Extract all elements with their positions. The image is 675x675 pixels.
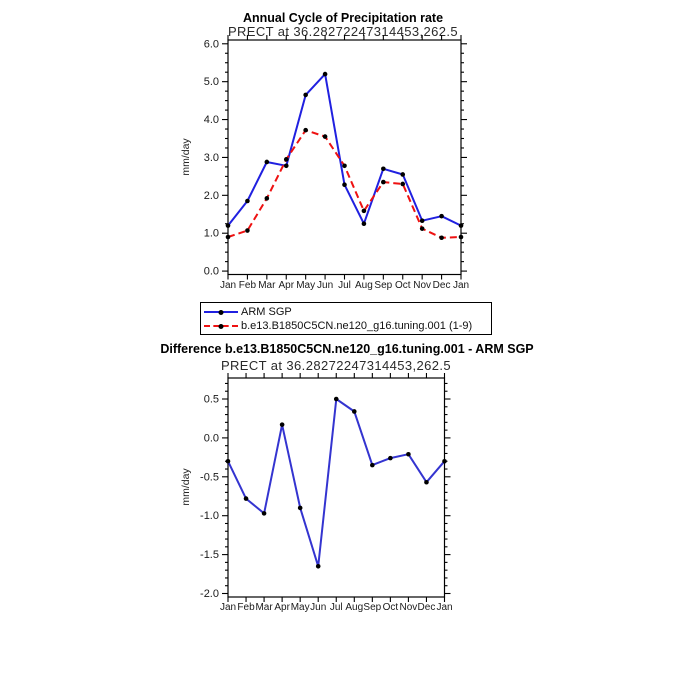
x-tick-label: Mar — [255, 602, 273, 613]
x-tick-label: Jul — [329, 602, 343, 613]
legend-label-arm-sgp: ARM SGP — [241, 306, 292, 318]
legend-line-sample-model — [204, 325, 238, 327]
marker-dot — [370, 463, 375, 468]
marker-dot — [439, 235, 444, 240]
x-tick-label: Jan — [436, 602, 453, 613]
annual-cycle-chart — [204, 35, 469, 291]
x-tick-label: May — [296, 280, 316, 291]
y-tick-label: -1.0 — [200, 510, 219, 523]
x-tick-label: Jan — [219, 280, 237, 291]
marker-dot — [362, 209, 367, 214]
marker-dot — [420, 226, 425, 231]
x-tick-label: Feb — [238, 280, 257, 291]
marker-dot — [388, 456, 393, 461]
x-tick-label: Jul — [338, 280, 351, 291]
legend-label-model: b.e13.B1850C5CN.ne120_g16.tuning.001 (1-9) — [241, 320, 473, 332]
marker-dot — [342, 182, 347, 187]
marker-dot — [420, 218, 425, 223]
marker-dot — [244, 496, 249, 501]
x-tick-label: Oct — [394, 280, 411, 291]
x-tick-label: Sep — [363, 602, 382, 613]
top-chart-subtitle: PRECT at 36.28272247314453,262.5 — [227, 24, 459, 39]
marker-dot — [262, 511, 267, 516]
x-tick-label: Aug — [355, 280, 373, 291]
legend-marker-dot — [219, 324, 224, 329]
marker-dot — [303, 128, 308, 133]
x-tick-label: Aug — [345, 602, 364, 613]
marker-dot — [265, 160, 270, 165]
y-tick-label: 0.5 — [203, 393, 219, 406]
marker-dot — [298, 506, 303, 511]
marker-dot — [284, 163, 289, 168]
marker-dot — [226, 223, 231, 228]
y-tick-label: 3.0 — [203, 151, 219, 164]
x-tick-label: Apr — [274, 602, 290, 613]
plot-frame — [228, 40, 461, 275]
legend-item-model — [204, 319, 491, 333]
top-y-axis-label: mm/day — [180, 138, 192, 176]
legend-line-sample-obs — [204, 311, 238, 313]
series-line-obs — [228, 399, 445, 566]
plot-frame — [228, 378, 445, 597]
series-line-obs — [228, 74, 461, 226]
marker-dot — [334, 397, 339, 402]
difference-chart-title: Difference b.e13.B1850C5CN.ne120_g16.tuning.001 - ARM SGP — [160, 342, 534, 356]
y-tick-label: 6.0 — [203, 38, 219, 51]
x-tick-label: Sep — [374, 280, 393, 291]
y-tick-label: 4.0 — [203, 114, 219, 127]
y-tick-label: 1.0 — [203, 227, 219, 240]
marker-dot — [406, 452, 411, 457]
marker-dot — [459, 235, 464, 240]
marker-dot — [400, 182, 405, 187]
difference-chart-subtitle: PRECT at 36.28272247314453,262.5 — [220, 358, 452, 373]
y-tick-label: -0.5 — [200, 471, 219, 484]
x-tick-label: Dec — [432, 280, 451, 291]
x-tick-label: Jan — [452, 280, 470, 291]
x-tick-label: Dec — [417, 602, 436, 613]
y-tick-label: -2.0 — [200, 587, 219, 600]
legend — [200, 302, 492, 335]
x-tick-label: Jun — [310, 602, 327, 613]
top-chart-title: Annual Cycle of Precipitation rate — [242, 11, 444, 25]
marker-dot — [439, 214, 444, 219]
marker-dot — [303, 93, 308, 98]
y-tick-label: 5.0 — [203, 76, 219, 89]
marker-dot — [381, 180, 386, 185]
marker-dot — [400, 172, 405, 177]
difference-y-axis-label: mm/day — [180, 468, 192, 506]
marker-dot — [381, 167, 386, 172]
x-tick-label: Oct — [382, 602, 399, 613]
marker-dot — [265, 196, 270, 201]
marker-dot — [424, 480, 429, 485]
marker-dot — [284, 157, 289, 162]
x-tick-label: Apr — [278, 280, 295, 291]
x-tick-label: Feb — [237, 602, 255, 613]
marker-dot — [342, 163, 347, 168]
marker-dot — [280, 422, 285, 427]
difference-chart — [200, 373, 453, 613]
marker-dot — [459, 223, 464, 228]
x-tick-label: Mar — [258, 280, 276, 291]
x-tick-label: Jan — [219, 602, 237, 613]
marker-dot — [245, 199, 250, 204]
marker-dot — [323, 134, 328, 139]
legend-marker-dot — [219, 310, 224, 315]
marker-dot — [245, 228, 250, 233]
legend-item-arm-sgp — [204, 305, 491, 319]
y-tick-label: -1.5 — [200, 549, 219, 562]
x-tick-label: Nov — [399, 602, 418, 613]
marker-dot — [226, 235, 231, 240]
x-tick-label: Nov — [413, 280, 432, 291]
y-tick-label: 0.0 — [203, 265, 219, 278]
marker-dot — [442, 459, 447, 464]
marker-dot — [362, 221, 367, 226]
marker-dot — [352, 409, 357, 414]
marker-dot — [316, 564, 321, 569]
x-tick-label: May — [290, 602, 310, 613]
marker-dot — [323, 72, 328, 77]
x-tick-label: Jun — [317, 280, 334, 291]
y-tick-label: 2.0 — [203, 189, 219, 202]
marker-dot — [226, 459, 231, 464]
y-tick-label: 0.0 — [203, 432, 219, 445]
